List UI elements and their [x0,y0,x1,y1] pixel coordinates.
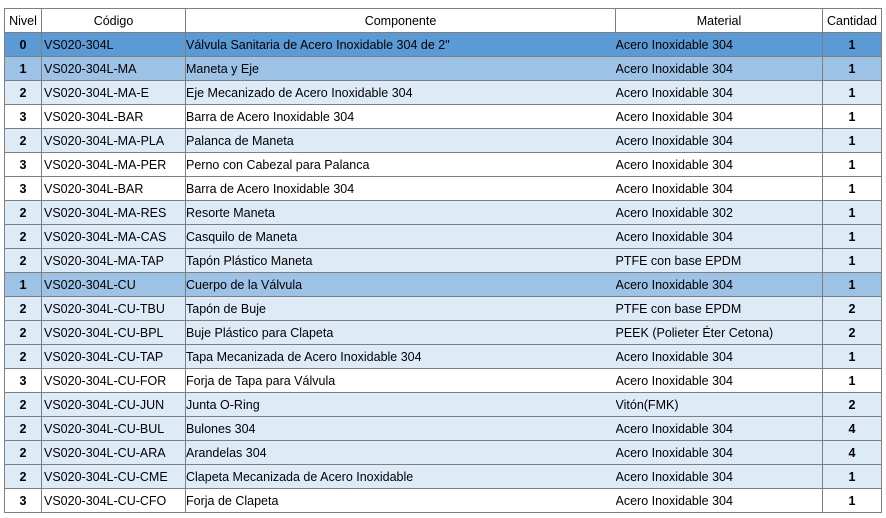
table-row[interactable] [5,201,882,225]
header-codigo: Código [42,9,186,33]
cell-componente: Clapeta Mecanizada de Acero Inoxidable [186,465,616,489]
cell-cantidad: 2 [823,297,882,321]
cell-nivel: 3 [5,489,42,513]
table-row[interactable] [5,249,882,273]
cell-cantidad: 1 [823,225,882,249]
cell-componente: Válvula Sanitaria de Acero Inoxidable 304 de 2" [186,33,616,57]
cell-nivel: 2 [5,321,42,345]
cell-cantidad: 4 [823,417,882,441]
cell-material: Acero Inoxidable 304 [616,369,823,393]
table-row[interactable] [5,57,882,81]
cell-codigo: VS020-304L-CU-JUN [42,393,186,417]
cell-codigo: VS020-304L-MA-PLA [42,129,186,153]
cell-codigo: VS020-304L-CU-CFO [42,489,186,513]
header-cantidad: Cantidad [823,9,882,33]
cell-codigo: VS020-304L-CU-TBU [42,297,186,321]
cell-componente: Tapón Plástico Maneta [186,249,616,273]
bom-table [4,8,882,513]
cell-codigo: VS020-304L-BAR [42,177,186,201]
cell-nivel: 2 [5,201,42,225]
cell-material: Acero Inoxidable 304 [616,417,823,441]
header-material: Material [616,9,823,33]
table-row[interactable] [5,489,882,513]
cell-nivel: 3 [5,177,42,201]
cell-componente: Eje Mecanizado de Acero Inoxidable 304 [186,81,616,105]
cell-componente: Resorte Maneta [186,201,616,225]
cell-codigo: VS020-304L [42,33,186,57]
cell-codigo: VS020-304L-MA-PER [42,153,186,177]
table-row[interactable] [5,81,882,105]
cell-componente: Barra de Acero Inoxidable 304 [186,105,616,129]
table-row[interactable] [5,105,882,129]
cell-material: Acero Inoxidable 304 [616,345,823,369]
cell-codigo: VS020-304L-MA [42,57,186,81]
cell-componente: Tapa Mecanizada de Acero Inoxidable 304 [186,345,616,369]
cell-material: Vitón(FMK) [616,393,823,417]
cell-codigo: VS020-304L-CU-TAP [42,345,186,369]
cell-cantidad: 1 [823,177,882,201]
cell-componente: Arandelas 304 [186,441,616,465]
cell-material: PEEK (Polieter Éter Cetona) [616,321,823,345]
cell-cantidad: 1 [823,129,882,153]
cell-nivel: 3 [5,153,42,177]
header-componente: Componente [186,9,616,33]
cell-nivel: 2 [5,129,42,153]
table-row[interactable] [5,177,882,201]
cell-cantidad: 1 [823,153,882,177]
cell-cantidad: 1 [823,489,882,513]
cell-material: Acero Inoxidable 304 [616,441,823,465]
cell-componente: Junta O-Ring [186,393,616,417]
table-row[interactable] [5,33,882,57]
cell-codigo: VS020-304L-CU-CME [42,465,186,489]
cell-nivel: 0 [5,33,42,57]
cell-componente: Casquilo de Maneta [186,225,616,249]
cell-material: PTFE con base EPDM [616,297,823,321]
cell-codigo: VS020-304L-CU-BUL [42,417,186,441]
cell-material: Acero Inoxidable 304 [616,465,823,489]
table-row[interactable] [5,297,882,321]
cell-componente: Cuerpo de la Válvula [186,273,616,297]
cell-componente: Maneta y Eje [186,57,616,81]
header-nivel: Nivel [5,9,42,33]
cell-nivel: 3 [5,105,42,129]
cell-nivel: 2 [5,81,42,105]
cell-codigo: VS020-304L-BAR [42,105,186,129]
bom-body [5,33,882,513]
cell-cantidad: 1 [823,273,882,297]
table-row[interactable] [5,369,882,393]
cell-cantidad: 2 [823,321,882,345]
cell-material: Acero Inoxidable 304 [616,105,823,129]
cell-codigo: VS020-304L-MA-E [42,81,186,105]
cell-material: Acero Inoxidable 304 [616,81,823,105]
cell-nivel: 2 [5,297,42,321]
cell-material: Acero Inoxidable 304 [616,153,823,177]
cell-material: Acero Inoxidable 304 [616,57,823,81]
table-row[interactable] [5,393,882,417]
cell-material: Acero Inoxidable 304 [616,33,823,57]
cell-codigo: VS020-304L-MA-CAS [42,225,186,249]
table-row[interactable] [5,153,882,177]
table-row[interactable] [5,465,882,489]
table-row[interactable] [5,345,882,369]
cell-codigo: VS020-304L-CU-BPL [42,321,186,345]
cell-componente: Tapón de Buje [186,297,616,321]
cell-nivel: 2 [5,345,42,369]
table-row[interactable] [5,417,882,441]
table-row[interactable] [5,321,882,345]
cell-cantidad: 1 [823,249,882,273]
cell-cantidad: 1 [823,345,882,369]
cell-componente: Forja de Clapeta [186,489,616,513]
cell-componente: Buje Plástico para Clapeta [186,321,616,345]
cell-cantidad: 1 [823,201,882,225]
cell-material: Acero Inoxidable 304 [616,273,823,297]
cell-cantidad: 4 [823,441,882,465]
cell-material: Acero Inoxidable 304 [616,489,823,513]
cell-nivel: 1 [5,273,42,297]
cell-cantidad: 1 [823,369,882,393]
cell-material: Acero Inoxidable 304 [616,177,823,201]
cell-codigo: VS020-304L-MA-RES [42,201,186,225]
cell-nivel: 2 [5,417,42,441]
cell-cantidad: 1 [823,105,882,129]
table-row[interactable] [5,225,882,249]
cell-componente: Barra de Acero Inoxidable 304 [186,177,616,201]
cell-codigo: VS020-304L-CU-ARA [42,441,186,465]
cell-material: Acero Inoxidable 304 [616,129,823,153]
table-row[interactable] [5,273,882,297]
cell-componente: Forja de Tapa para Válvula [186,369,616,393]
cell-codigo: VS020-304L-CU [42,273,186,297]
table-row[interactable] [5,441,882,465]
cell-material: Acero Inoxidable 304 [616,225,823,249]
cell-cantidad: 1 [823,57,882,81]
cell-material: PTFE con base EPDM [616,249,823,273]
cell-nivel: 2 [5,249,42,273]
cell-nivel: 1 [5,57,42,81]
cell-material: Acero Inoxidable 302 [616,201,823,225]
cell-cantidad: 1 [823,33,882,57]
cell-componente: Palanca de Maneta [186,129,616,153]
cell-nivel: 3 [5,369,42,393]
cell-cantidad: 2 [823,393,882,417]
cell-nivel: 2 [5,225,42,249]
cell-codigo: VS020-304L-MA-TAP [42,249,186,273]
cell-componente: Perno con Cabezal para Palanca [186,153,616,177]
cell-cantidad: 1 [823,81,882,105]
cell-cantidad: 1 [823,465,882,489]
cell-nivel: 2 [5,393,42,417]
cell-codigo: VS020-304L-CU-FOR [42,369,186,393]
header-row [5,9,882,33]
table-row[interactable] [5,129,882,153]
cell-nivel: 2 [5,465,42,489]
cell-nivel: 2 [5,441,42,465]
cell-componente: Bulones 304 [186,417,616,441]
